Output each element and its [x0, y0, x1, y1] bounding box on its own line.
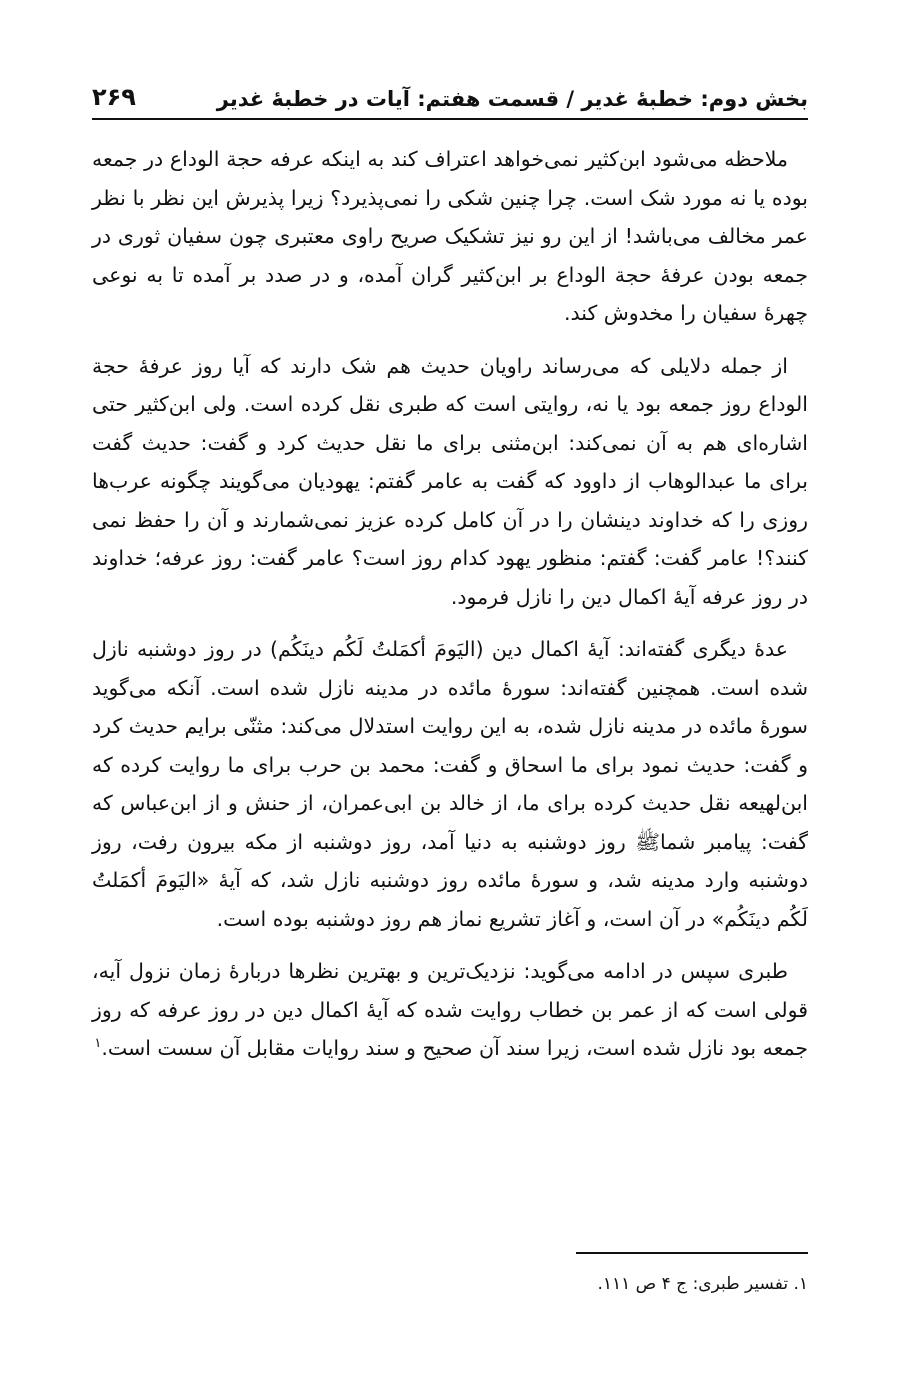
paragraph: ملاحظه می‌شود ابن‌کثیر نمی‌خواهد اعتراف کند به اینکه عرفه حجة الوداع در جمعه بوده یا نه مورد شک است. چرا چنین شکی را نمی‌پذیرد؟ زیرا پذیرش این نظر با نظر عمر مخالف می‌باشد! از این رو نیز تشکیک صریح راوی معتبری چون سفیان ثوری در جمعه بودن عرفهٔ حجة الوداع بر ابن‌کثیر گران آمده، و در صدد بر آمده تا به نوعی چهرهٔ سفیان را مخدوش کند. — [92, 147, 808, 325]
footnote: ۱. تفسیر طبری: ج ۴ ص ۱۱۱. — [597, 1274, 808, 1294]
header-divider — [92, 118, 808, 120]
running-title: بخش دوم: خطبهٔ غدیر / قسمت هفتم: آیات در خطبهٔ غدیر — [216, 86, 808, 111]
page-header — [92, 62, 808, 112]
footnote-divider — [576, 1252, 808, 1254]
body-text — [92, 140, 808, 1082]
page-number: ۲۶۹ — [92, 83, 136, 112]
footnote-reference[interactable]: ۱ — [94, 1036, 102, 1052]
paragraph: از جمله دلایلی که می‌رساند راویان حدیث هم شک دارند که آیا روز عرفهٔ حجة الوداع روز جمعه بود یا نه، روایتی است که طبری نقل کرده است. ولی ابن‌کثیر حتی اشاره‌ای هم به آن نمی‌کند: ابن‌مثنی برای ما نقل حدیث کرد و گفت: حدیث گفت برای ما عبدالوهاب از داوود که گفت به عامر گفتم: یهودیان می‌گویند چگونه عرب‌ها روزی را که خداوند دینشان را در آن کامل کرده عزیز نمی‌شمارند و آن را حفظ نمی کنند؟! عامر گفت: گفتم: منظور یهود کدام روز است؟ عامر گفت: روز عرفه؛ خداوند در روز عرفه آیهٔ اکمال دین را نازل فرمود. — [92, 353, 808, 609]
paragraph: عدهٔ دیگری گفته‌اند: آیهٔ اکمال دین (اليَومَ أكمَلتُ لَكُم دينَكُم) در روز دوشنبه نازل شده است. همچنین گفته‌اند: سورهٔ مائده در مدینه نازل شده است. آنکه می‌گوید سورهٔ مائده در مدینه نازل شده، به این روایت استدلال می‌کند: مثنّی برایم حدیث کرد و گفت: حدیث نمود برای ما اسحاق و گفت: محمد بن حرب برای ما روایت کرده که ابن‌لهیعه نقل حدیث کرده برای ما، از خالد بن ابی‌عمران، از حنش و از ابن‌عباس که گفت: پیامبر شماﷺ روز دوشنبه به دنیا آمد، روز دوشنبه از مکه بیرون رفت، روز دوشنبه وارد مدینه شد، و سورهٔ مائده روز دوشنبه نازل شد، که آیهٔ «اليَومَ أكمَلتُ لَكُم دينَكُم» در آن است، و آغاز تشریع نماز هم روز دوشنبه بوده است. — [92, 637, 808, 931]
paragraph-text: طبری سپس در ادامه می‌گوید: نزدیک‌ترین و بهترین نظرها دربارهٔ زمان نزول آیه، قولی است که از عمر بن خطاب روایت شده که آیهٔ اکمال دین در روز عرفه که روز جمعه بود نازل شده است، زیرا سند آن صحیح و سند روایات مقابل آن سست است. — [92, 959, 808, 1060]
paragraph-with-footnote — [92, 952, 808, 1068]
